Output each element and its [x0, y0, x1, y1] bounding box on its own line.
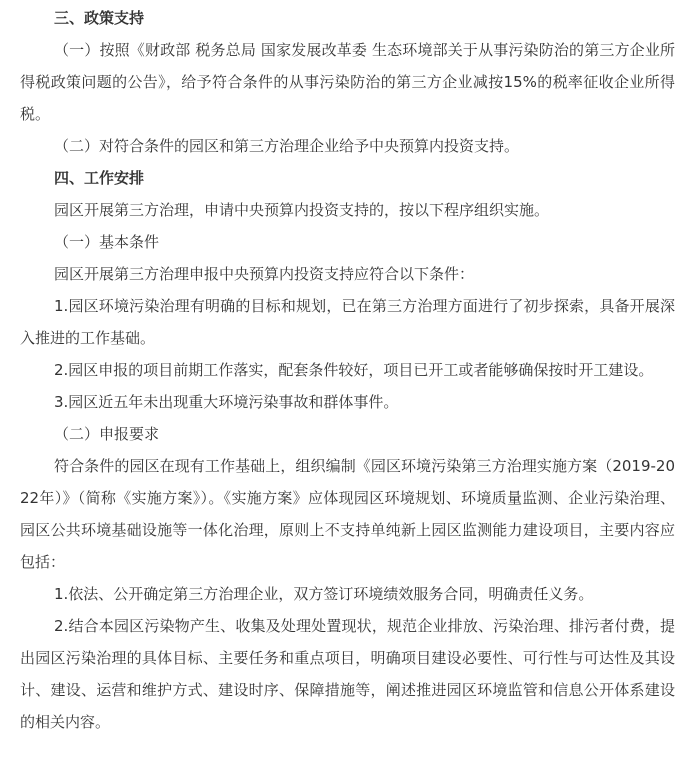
- paragraph-policy-investment: （二）对符合条件的园区和第三方治理企业给予中央预算内投资支持。: [54, 137, 520, 155]
- list-item-apply-1: 1.依法、公开确定第三方治理企业，双方签订环境绩效服务合同，明确责任义务。: [54, 585, 594, 603]
- list-item-basic-1: 1.园区环境污染治理有明确的目标和规划，已在第三方治理方面进行了初步探索，具备开展深入推进的工作基础。: [20, 297, 675, 347]
- section-heading-work: 四、工作安排: [54, 169, 145, 187]
- subheading-basic-conditions: （一）基本条件: [54, 233, 160, 251]
- subheading-application-requirements: （二）申报要求: [54, 425, 160, 443]
- list-item-apply-2: 2.结合本园区污染物产生、收集及处理处置现状，规范企业排放、污染治理、排污者付费，提出园区污染治理的具体目标、主要任务和重点项目，明确项目建设必要性、可行性与可达性及其设计、建设、运营和维护方式、建设时序、保障措施等，阐述推进园区环境监管和信息公开体系建设的相关内容。: [20, 617, 675, 731]
- paragraph-basic-intro: 园区开展第三方治理申报中央预算内投资支持应符合以下条件：: [54, 265, 475, 283]
- section-heading-policy: 三、政策支持: [54, 9, 145, 27]
- list-item-basic-2: 2.园区申报的项目前期工作落实，配套条件较好，项目已开工或者能够确保按时开工建设。: [54, 361, 654, 379]
- paragraph-work-intro: 园区开展第三方治理，申请中央预算内投资支持的，按以下程序组织实施。: [54, 201, 550, 219]
- paragraph-policy-tax: （一）按照《财政部 税务总局 国家发展改革委 生态环境部关于从事污染防治的第三方企业所得税政策问题的公告》，给予符合条件的从事污染防治的第三方企业减按15%的税率征收企业所得税。: [20, 41, 675, 123]
- paragraph-application-intro: 符合条件的园区在现有工作基础上，组织编制《园区环境污染第三方治理实施方案（2019-2022年）》（简称《实施方案》）。《实施方案》应体现园区环境规划、环境质量监测、企业污染治理、园区公共环境基础设施等一体化治理，原则上不支持单纯新上园区监测能力建设项目，主要内容应包括：: [20, 457, 675, 571]
- list-item-basic-3: 3.园区近五年未出现重大环境污染事故和群体事件。: [54, 393, 399, 411]
